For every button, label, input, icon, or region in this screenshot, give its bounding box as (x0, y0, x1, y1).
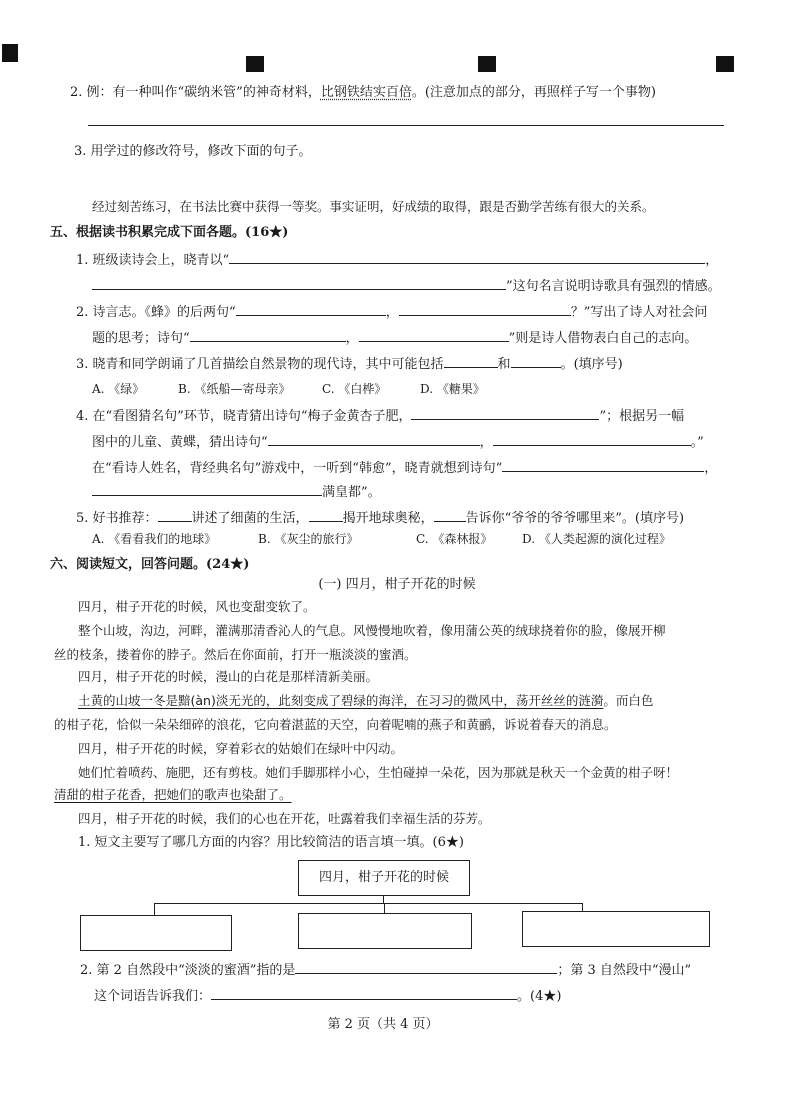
s6-p1: 四月，柑子开花的时候，风也变甜变软了。 (78, 599, 316, 614)
s6-q2-line1 (80, 960, 691, 980)
s5-q5-a: 讲述了细菌的生活， (191, 511, 309, 526)
s5-q2-l2-comma: ， (345, 331, 359, 346)
s5-q3-start: 3. 晓青和同学朗诵了几首描绘自然景物的现代诗，其中可能包括 (76, 357, 444, 372)
s5-q5-option-d: D. 《人类起源的演化过程》 (522, 532, 671, 546)
s6-p2-line2: 丝的枝条，搂着你的脖子。然后在你面前，打开一瓶淡淡的蜜酒。 (54, 647, 417, 662)
s5-q1-line2 (92, 276, 721, 296)
diagram-answer-box-2[interactable] (298, 913, 472, 949)
s5-q2-line1 (76, 302, 707, 322)
s5-q4-l1-start: 4. 在“看图猜名句”环节，晓青猜出诗句“梅子金黄杏子肥， (76, 409, 412, 424)
s5-q4-l2-start: 图中的儿童、黄蝶，猜出诗句“ (92, 435, 268, 450)
s5-q4-l2-comma: ， (479, 435, 493, 450)
s5-q4-blank5[interactable] (92, 482, 322, 496)
s5-q1-start: 1. 班级读诗会上，晓青以“ (76, 253, 230, 268)
s5-q4-line4 (92, 482, 381, 502)
s5-q4-l1-end: ”；根据另一幅 (599, 409, 685, 424)
s5-q3-option-d: D. 《糖果》 (420, 382, 485, 396)
s5-q2-blank3[interactable] (190, 328, 346, 342)
s5-q2-blank1[interactable] (236, 302, 386, 316)
page-footer: 第 2 页（共 4 页） (327, 1017, 439, 1032)
s6-p6-line1: 她们忙着喷药、施肥，还有剪枝。她们手脚那样小心，生怕碰掉一朵花，因为那就是秋天一个金黄的柑子呀！ (78, 765, 679, 780)
s6-q2-blank2[interactable] (211, 986, 517, 1000)
s5-q3-option-b: B. 《纸船—寄母亲》 (178, 382, 291, 396)
s5-q5-line (76, 508, 684, 528)
s5-q3-end: 。(填序号) (560, 357, 623, 372)
s5-q5-blank2[interactable] (309, 508, 343, 522)
s6-q2-blank1[interactable] (295, 960, 557, 974)
s5-q3-option-c: C. 《白桦》 (322, 382, 387, 396)
s6-p6-line2 (54, 786, 292, 804)
s5-q2-l1-start: 2. 诗言志。《蜂》的后两句“ (76, 305, 236, 320)
s5-q4-line3 (92, 458, 717, 478)
s5-q5-c: 告诉你“爷爷的爷爷哪里来”。(填序号) (465, 511, 685, 526)
s4-q2-answer-line[interactable] (88, 125, 724, 126)
s6-p3: 四月，柑子开花的时候，漫山的白花是那样清新美丽。 (78, 669, 379, 684)
s5-q5-blank1[interactable] (158, 508, 192, 522)
s5-q3-line (76, 354, 623, 374)
s6-p4-underlined: 土黄的山坡一冬是黯(àn)淡无光的，此刻变成了碧绿的海洋，在习习的微风中，荡开丝丝的涟漪 (78, 693, 604, 708)
scan-mark-1 (246, 56, 264, 72)
s5-q3-blank1[interactable] (444, 354, 498, 368)
s5-q1-comma: ， (705, 253, 719, 268)
s6-p4-line1 (78, 692, 653, 710)
s5-q5-option-c: C. 《森林报》 (416, 532, 493, 546)
s6-q2-l1-end: ；第 3 自然段中“漫山” (557, 963, 692, 978)
s5-q1-blank1[interactable] (229, 250, 705, 264)
s6-p5: 四月，柑子开花的时候，穿着彩衣的姑娘们在绿叶中闪动。 (78, 741, 404, 756)
s6-q2-l2-start: 这个词语告诉我们： (94, 989, 212, 1004)
s5-q5-start: 5. 好书推荐： (76, 511, 158, 526)
s4-q2-prefix: 2. 例：有一种叫作“碳纳米管”的神奇材料， (70, 85, 321, 100)
diagram-branch-right (582, 903, 583, 911)
s6-q1: 1. 短文主要写了哪几方面的内容？用比较简洁的语言填一填。(6★) (78, 835, 464, 850)
s5-q4-l2-end: 。” (690, 435, 704, 450)
s5-q2-blank2[interactable] (399, 302, 571, 316)
s5-q4-blank1[interactable] (411, 406, 599, 420)
s5-q2-blank4[interactable] (359, 328, 509, 342)
s6-q2-l1-start: 2. 第 2 自然段中“淡淡的蜜酒”指的是 (80, 963, 296, 978)
s6-p4-line2: 的柑子花，恰似一朵朵细碎的浪花，它向着湛蓝的天空，向着呢喃的燕子和黄鹂，诉说着春天的消息。 (54, 717, 617, 732)
diagram-answer-box-3[interactable] (522, 911, 710, 947)
s5-q2-l2-end: ”则是诗人借物表白自己的志向。 (508, 331, 698, 346)
s5-q4-l3-start: 在“看诗人姓名，背经典名句”游戏中，一听到“韩愈”，晓青就想到诗句“ (92, 461, 503, 476)
s4-q2-dotted: 比钢铁结实百倍 (320, 85, 412, 100)
s5-q3-and: 和 (497, 357, 511, 372)
s5-q5-blank3[interactable] (434, 508, 466, 522)
s5-q1-blank2[interactable] (92, 276, 506, 290)
s6-p7: 四月，柑子开花的时候，我们的心也在开花，吐露着我们幸福生活的芬芳。 (78, 811, 491, 826)
s5-q4-blank3[interactable] (493, 432, 691, 446)
s5-q4-blank2[interactable] (268, 432, 480, 446)
scan-mark-3 (716, 56, 734, 72)
s5-q4-line1 (76, 406, 684, 426)
s4-q2 (70, 84, 656, 102)
scan-mark-2 (478, 56, 496, 72)
s6-p2-line1: 整个山坡，沟边，河畔，灌满那清香沁人的气息。风慢慢地吹着，像用蒲公英的绒球挠着你的脸，像展开柳 (78, 623, 666, 638)
diagram-title: 四月，柑子开花的时候 (318, 870, 449, 885)
s6-q2-line2 (94, 986, 561, 1006)
scan-mark-left (2, 44, 18, 62)
diagram-branch-left (154, 903, 155, 915)
s5-q3-option-a: A. 《绿》 (92, 382, 145, 396)
s5-q4-l4-end: 满皇都”。 (322, 485, 381, 500)
diagram-stem (383, 895, 384, 903)
s5-q4-l3-end: ， (704, 461, 718, 476)
s5-q2-line2 (92, 328, 697, 348)
s5-q2-l1-comma: ， (385, 305, 399, 320)
diagram-branch-mid (384, 903, 385, 913)
s6-heading: 六、阅读短文，回答问题。(24★) (50, 557, 250, 572)
s5-q2-l1-end: ？”写出了诗人对社会问 (570, 305, 708, 320)
s5-q5-option-a: A. 《看看我们的地球》 (92, 532, 217, 546)
s6-p6-underlined: 清甜的柑子花香，把她们的歌声也染甜了。 (54, 787, 292, 802)
s5-q4-blank4[interactable] (502, 458, 704, 472)
s5-q5-b: 揭开地球奥秘， (342, 511, 434, 526)
s5-q1-line1 (76, 250, 718, 270)
s5-q5-option-b: B. 《灰尘的旅行》 (258, 532, 359, 546)
s4-q3-sentence: 经过刻苦练习，在书法比赛中获得一等奖。事实证明，好成绩的取得，跟是否勤学苦练有很大的关系。 (92, 199, 655, 214)
diagram-answer-box-1[interactable] (80, 915, 232, 951)
s6-p4-rest: 。而白色 (603, 693, 654, 708)
s5-heading: 五、根据读书积累完成下面各题。(16★) (50, 225, 289, 240)
s4-q3: 3. 用学过的修改符号，修改下面的句子。 (74, 144, 312, 159)
s6-q2-l2-end: 。(4★) (517, 989, 562, 1004)
s6-passage-title: (一) 四月，柑子开花的时候 (318, 577, 476, 592)
s5-q4-line2 (92, 432, 704, 452)
diagram-branch-bar (154, 903, 582, 904)
s4-q2-suffix: 。(注意加点的部分，再照样子写一个事物) (411, 85, 656, 100)
diagram-title-box (298, 860, 470, 896)
s5-q3-blank2[interactable] (511, 354, 561, 368)
s5-q2-l2-start: 题的思考；诗句“ (92, 331, 190, 346)
s5-q1-end: ”这句名言说明诗歌具有强烈的情感。 (506, 279, 721, 294)
